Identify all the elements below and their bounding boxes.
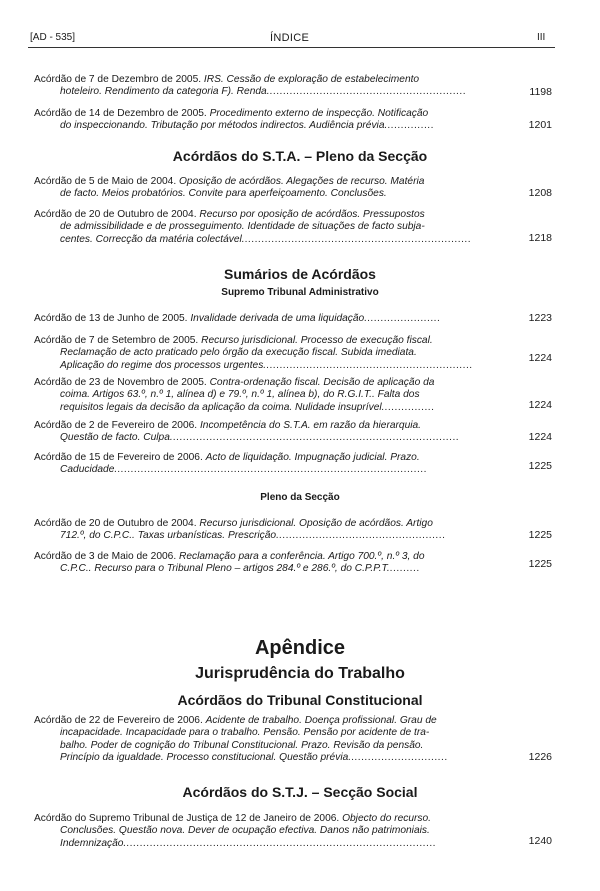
page-ref: 1226 [528,751,552,763]
toc-entry [34,420,512,445]
entry-text: Reclamação para a conferência. Artigo 700.º, n.º 3, do [179,551,425,562]
toc-entry [34,377,512,414]
entry-text: C.P.C.. Recurso para o Tribunal Pleno – artigos 284.º e 286.º, do C.P.P.T. [60,563,390,575]
entry-text: Objecto do recurso. [342,813,431,824]
header-title: ÍNDICE [270,32,310,44]
entry-text: Procedimento externo de inspecção. Notificação [209,108,429,119]
section-heading: Jurisprudência do Trabalho [195,665,405,682]
header-ref: [AD - 535] [30,32,76,43]
entry-text: Acto de liquidação. Impugnação judicial. Prazo. [205,452,420,463]
entry-text: Recurso jurisdicional. Oposição de acórdãos. Artigo [199,518,433,529]
toc-entry [34,176,512,201]
toc-entry [34,452,512,477]
entry-text: requisitos legais da decisão da aplicação da coima. Nulidade insuprível. [60,401,385,413]
entry-lead: Acórdão de 2 de Fevereiro de 2006. [34,420,200,431]
entry-text: Invalidade derivada de uma liquidação. [190,313,368,324]
entry-text: balho. Poder de cognição do Tribunal Constitucional. Prazo. Revisão da pensão. [60,739,424,751]
page-ref: 1224 [528,399,552,411]
leader-dots: ........................................................... [269,86,467,98]
appendix-heading: Apêndice [254,637,346,659]
page-ref: 1201 [528,119,552,131]
entry-text: Recurso jurisdicional. Processo de execução fiscal. [201,335,433,346]
toc-entry [34,551,512,576]
leader-dots: .............................................................. [266,359,473,371]
header-rule [28,47,555,48]
leader-dots: ...................... [367,313,441,324]
section-heading: Sumários de Acórdãos [224,266,376,282]
page-ref: 1218 [528,232,552,244]
entry-text: Incompetência do S.T.A. em razão da hierarquia. [199,420,421,431]
entry-text: Acidente de trabalho. Doença profissional. Grau de [205,715,437,726]
page-ref: 1225 [528,529,552,541]
page-ref: 1224 [528,352,552,364]
page-ref: 1198 [529,86,552,98]
toc-entry [34,715,512,764]
entry-text: Questão de facto. Culpa. [60,432,173,444]
entry-text: de facto. Meios probatórios. Convite para aperfeiçoamento. Conclusões. [60,188,387,200]
entry-lead: Acórdão de 20 de Outubro de 2004. [34,518,200,529]
entry-lead: Acórdão de 15 de Fevereiro de 2006. [34,452,206,463]
entry-text: de admissibilidade e de prosseguimento. Identidade de situações de facto subja- [60,221,425,233]
entry-text: Conclusões. Questão nova. Dever de ocupação efectiva. Danos não patrimoniais. [60,825,430,837]
leader-dots: .............. [387,120,434,132]
entry-text: do inspeccionando. Tributação por métodos indirectos. Audiência prévia. [60,120,388,132]
entry-text: hoteleiro. Rendimento da categoria F). Renda. [60,86,270,98]
entry-text: Oposição de acórdãos. Alegações de recurso. Matéria [179,176,425,187]
entry-lead: Acórdão de 7 de Dezembro de 2005. [34,74,204,85]
entry-text: centes. Correcção da matéria colectável. [60,233,245,245]
page-ref: 1225 [528,460,552,472]
header-page-number: III [537,32,546,43]
entry-text: Caducidade. [60,464,118,476]
subsection-heading: Supremo Tribunal Administrativo [221,287,379,298]
entry-lead: Acórdão de 7 de Setembro de 2005. [34,335,202,346]
toc-entry [34,108,512,133]
leader-dots: ......... [389,563,420,575]
entry-text: Princípio da igualdade. Processo constitucional. Questão prévia. [60,751,352,763]
page-ref: 1223 [528,312,552,324]
leader-dots: ............................................................................................. [117,464,427,476]
leader-dots: ............................. [351,751,448,763]
page-ref: 1224 [528,431,552,443]
entry-lead: Acórdão de 5 de Maio de 2004. [34,176,179,187]
leader-dots: ............................................................................................. [126,837,436,849]
entry-lead: Acórdão de 22 de Fevereiro de 2006. [34,715,206,726]
toc-entry [34,313,512,325]
entry-text: 712.º, do C.P.C.. Taxas urbanísticas. Prescrição. [60,530,279,542]
toc-entry [34,74,512,99]
entry-text: Recurso por oposição de acórdãos. Pressupostos [199,209,425,220]
entry-lead: Acórdão de 23 de Novembro de 2005. [34,377,210,388]
entry-text: Reclamação de acto praticado pelo órgão da execução fiscal. Subida imediata. [60,347,417,359]
entry-lead: Acórdão do Supremo Tribunal de Justiça de 12 de Janeiro de 2006. [34,813,343,824]
entry-lead: Acórdão de 20 de Outubro de 2004. [34,209,200,220]
leader-dots: .................................................................... [244,233,472,245]
entry-lead: Acórdão de 14 de Dezembro de 2005. [34,108,210,119]
entry-lead: Acórdão de 3 de Maio de 2006. [34,551,179,562]
entry-lead: Acórdão de 13 de Junho de 2005. [34,313,191,324]
entry-text: IRS. Cessão de exploração de estabelecimento [203,74,420,85]
entry-text: coima. Artigos 63.º, n.º 1, alínea d) e 79.º, n.º 1, alínea b), do R.G.I.T.. Falta dos [60,389,420,401]
toc-entry [34,209,512,246]
toc-entry [34,813,512,850]
leader-dots: ............... [384,401,435,413]
page-ref: 1240 [528,835,552,847]
page-ref: 1208 [528,187,552,199]
leader-dots: .................................................. [278,530,446,542]
entry-text: Indemnização. [60,837,127,849]
entry-text: Aplicação do regime dos processos urgentes. [60,359,267,371]
section-heading: Acórdãos do S.T.J. – Secção Social [182,784,418,800]
subsection-heading: Pleno da Secção [260,492,340,503]
toc-entry [34,335,512,372]
entry-text: incapacidade. Incapacidade para o trabalho. Pensão. Pensão por acidente de tra- [60,727,430,739]
leader-dots: ...................................................................................... [172,432,460,444]
toc-entry [34,518,512,543]
section-heading: Acórdãos do S.T.A. – Pleno da Secção [172,148,428,164]
entry-text: Contra-ordenação fiscal. Decisão de aplicação da [209,377,435,388]
page-ref: 1225 [528,558,552,570]
section-heading: Acórdãos do Tribunal Constitucional [177,692,423,708]
